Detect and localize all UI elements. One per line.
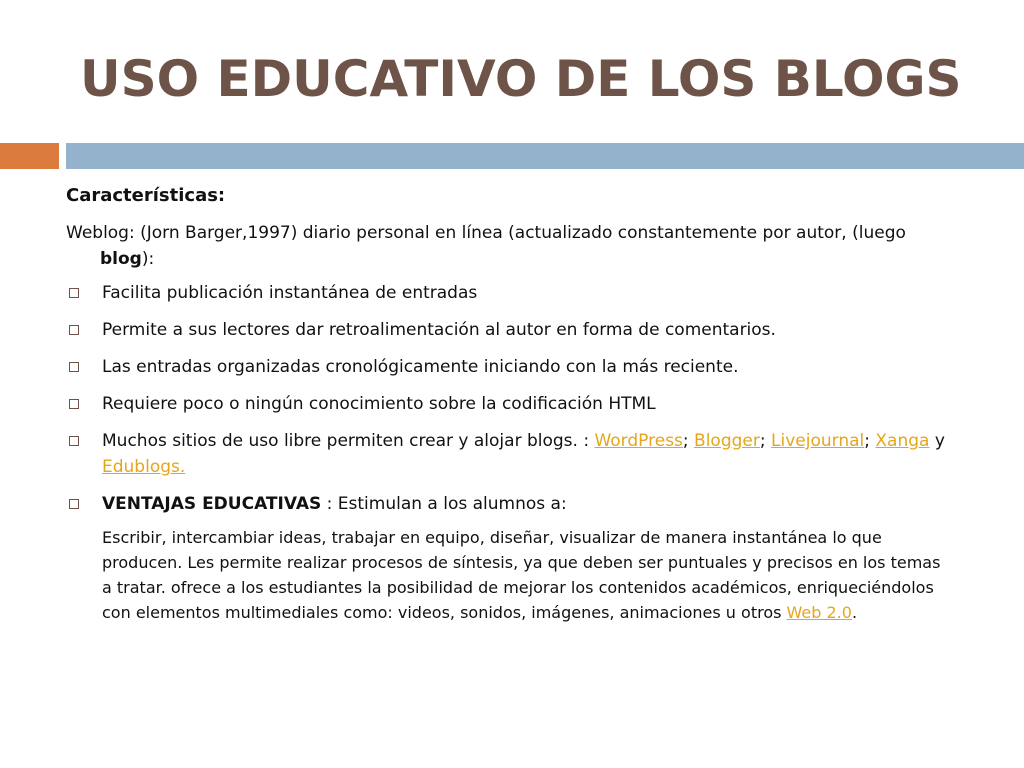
square-bullet-icon	[69, 325, 79, 335]
ventajas-text: : Estimulan a los alumnos a:	[321, 494, 567, 514]
slide-title: USO EDUCATIVO DE LOS BLOGS	[80, 50, 962, 108]
square-bullet-icon	[69, 499, 79, 509]
separator: ;	[759, 431, 772, 451]
list-item-text: Requiere poco o ningún conocimiento sobre la codificación HTML	[102, 394, 656, 414]
sites-text: Muchos sitios de uso libre permiten crear y alojar blogs. :	[102, 431, 595, 451]
link-livejournal[interactable]: Livejournal	[771, 431, 865, 451]
square-bullet-icon	[69, 362, 79, 372]
intro-bold-term: blog	[100, 249, 142, 269]
list-item-text: Facilita publicación instantánea de entradas	[102, 283, 478, 303]
slide-body	[66, 185, 946, 625]
bullet-list	[66, 280, 946, 517]
list-item-text: Las entradas organizadas cronológicamente iniciando con la más reciente.	[102, 357, 739, 377]
ventajas-paragraph	[66, 525, 946, 625]
list-item	[66, 280, 946, 306]
separator: ;	[682, 431, 695, 451]
accent-bar-blue	[66, 143, 1024, 169]
intro-text	[66, 220, 946, 272]
paragraph-end: .	[851, 603, 858, 622]
link-blogger[interactable]: Blogger	[694, 431, 760, 451]
section-heading: Características:	[66, 185, 226, 206]
link-wordpress[interactable]: WordPress	[594, 431, 683, 451]
ventajas-heading: VENTAJAS EDUCATIVAS	[102, 494, 322, 514]
accent-bar-orange	[0, 143, 59, 169]
list-item	[66, 354, 946, 380]
list-item-sites	[66, 428, 946, 480]
list-item	[66, 317, 946, 343]
link-web-2-0[interactable]: Web 2.0	[786, 603, 852, 622]
link-xanga[interactable]: Xanga	[875, 431, 930, 451]
square-bullet-icon	[69, 399, 79, 409]
paragraph-text: Escribir, intercambiar ideas, trabajar en equipo, diseñar, visualizar de manera instantánea lo que producen. Les permite realizar procesos de síntesis, ya que deben ser puntuales y precisos en los temas a tratar. ofrece a los estudiantes la posibilidad de mejorar los contenidos académicos, enriqueciéndolos con elementos multimediales como: videos, sonidos, imágenes, animaciones u otros	[102, 528, 941, 622]
list-item	[66, 391, 946, 417]
conjunction: y	[929, 431, 945, 451]
list-item-ventajas	[66, 491, 946, 517]
list-item-text: Permite a sus lectores dar retroalimentación al autor en forma de comentarios.	[102, 320, 776, 340]
intro-text-end: ):	[141, 249, 155, 269]
square-bullet-icon	[69, 436, 79, 446]
link-edublogs[interactable]: Edublogs.	[102, 457, 186, 477]
square-bullet-icon	[69, 288, 79, 298]
intro-text-part: Weblog: (Jorn Barger,1997) diario personal en línea (actualizado constantemente por autor, (luego	[66, 223, 906, 243]
separator: ;	[864, 431, 876, 451]
